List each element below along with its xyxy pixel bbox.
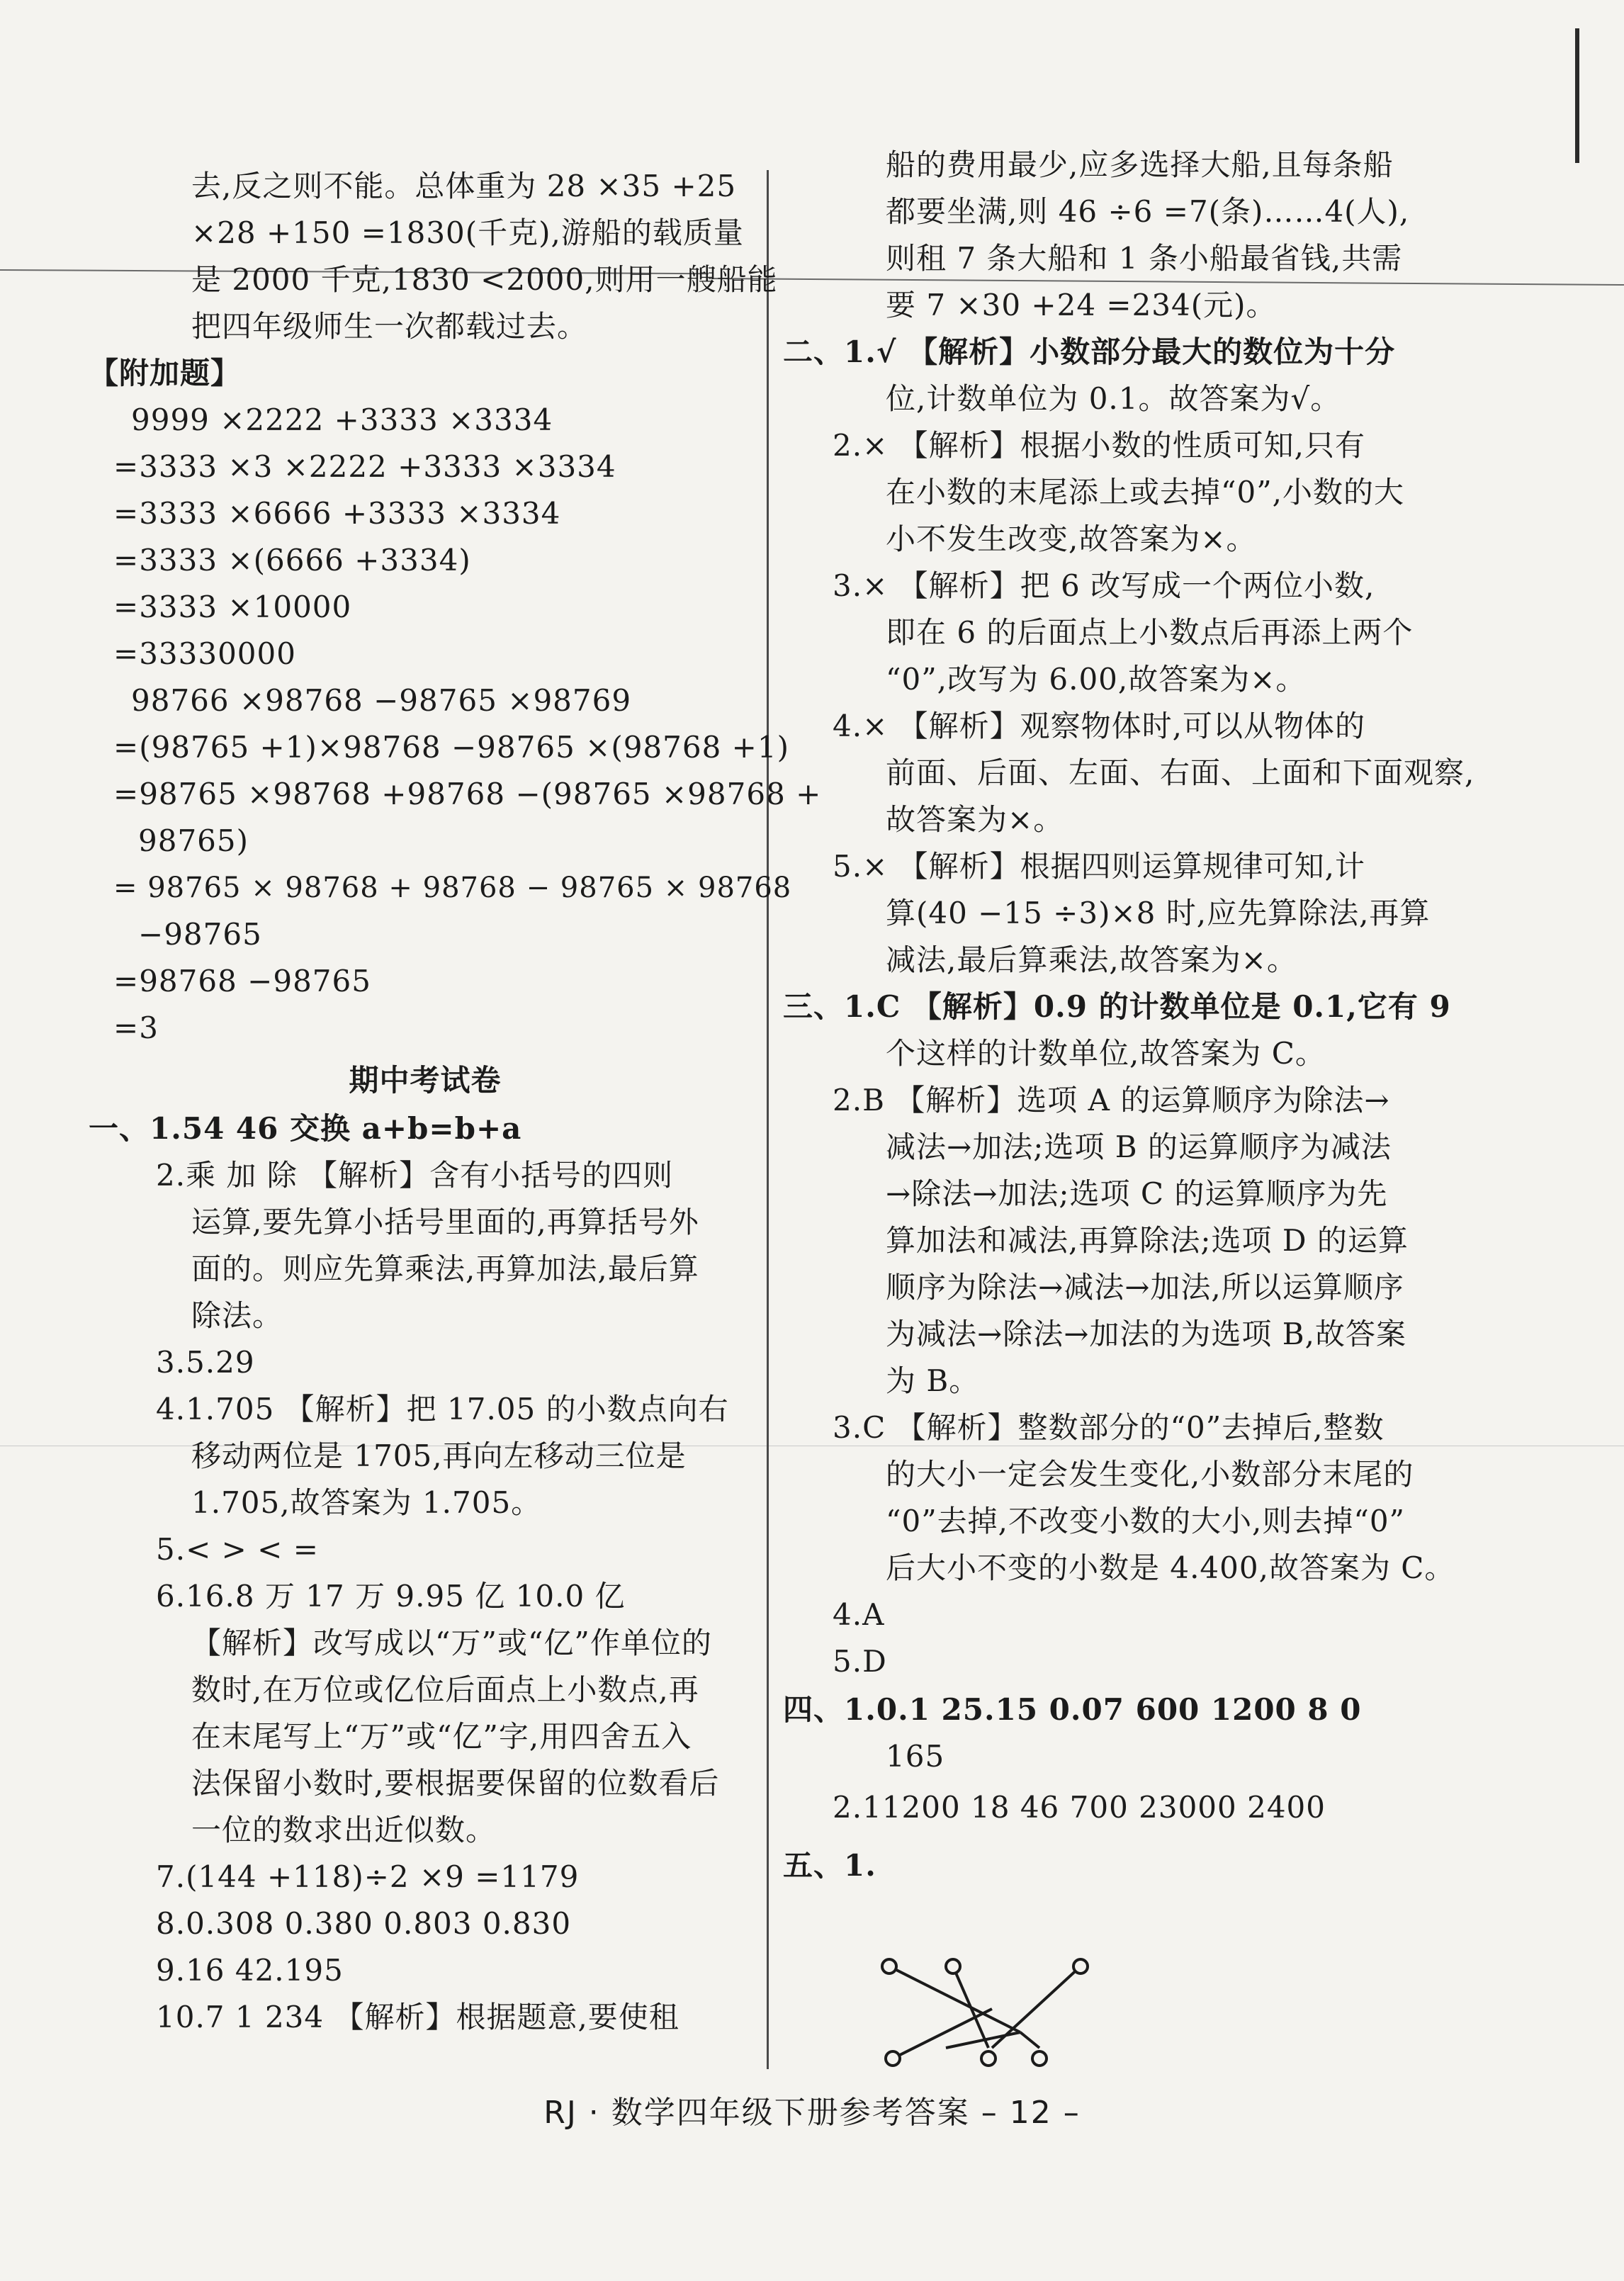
text-line: 要 7 ×30 +24 =234(元)。 [886, 288, 1277, 322]
equation-line: =3333 ×3 ×2222 +3333 ×3334 [113, 449, 616, 484]
section-heading-bonus: 【附加题】 [89, 356, 242, 390]
match-node [1032, 2051, 1047, 2066]
answer-line: 10.7 1 234 【解析】根据题意,要使租 [156, 2000, 680, 2034]
text-line: 算加法和减法,再算除法;选项 D 的运算 [886, 1223, 1409, 1258]
text-line: 算(40 −15 ÷3)×8 时,应先算除法,再算 [886, 896, 1431, 930]
answer-line: 9.16 42.195 [156, 1953, 344, 1988]
answer-line: 四、1.0.1 25.15 0.07 600 1200 8 0 [783, 1692, 1362, 1727]
text-line: 故答案为×。 [886, 802, 1064, 837]
equation-line: =98768 −98765 [113, 964, 371, 998]
match-node [946, 1959, 960, 1973]
text-line: 顺序为除法→减法→加法,所以运算顺序 [886, 1270, 1404, 1305]
section-title-midterm: 期中考试卷 [349, 1063, 502, 1098]
equation-line: =98765 ×98768 +98768 −(98765 ×98768 + [113, 777, 822, 811]
text-line: 则租 7 条大船和 1 条小船最省钱,共需 [886, 241, 1403, 276]
match-line [953, 1966, 988, 2048]
column-divider [767, 170, 769, 2069]
text-line: “0”去掉,不改变小数的大小,则去掉“0” [886, 1504, 1406, 1538]
match-line [889, 1966, 1020, 2032]
scan-edge-mark [1575, 28, 1579, 163]
answer-line: 4.A [833, 1597, 885, 1632]
answer-line: 2.B 【解析】选项 A 的运算顺序为除法→ [833, 1083, 1390, 1117]
equation-line: −98765 [138, 917, 262, 952]
text-line: →除法→加法;选项 C 的运算顺序为先 [886, 1176, 1388, 1211]
equation-line: = 98765 × 98768 + 98768 − 98765 × 98768 [113, 872, 792, 904]
text-line: 运算,要先算小括号里面的,再算括号外 [191, 1205, 699, 1239]
equation-line: =33330000 [113, 636, 296, 671]
answer-line: 8.0.308 0.380 0.803 0.830 [156, 1906, 572, 1941]
text-line: 位,计数单位为 0.1。故答案为√。 [886, 381, 1341, 416]
match-node [886, 2051, 900, 2066]
match-node [981, 2051, 996, 2066]
text-line: 一位的数求出近似数。 [191, 1813, 497, 1847]
answer-line: 5.D [833, 1644, 887, 1679]
answer-line: 3.× 【解析】把 6 改写成一个两位小数, [833, 568, 1375, 603]
text-line: 减法→加法;选项 B 的运算顺序为减法 [886, 1130, 1392, 1164]
text-line: 在小数的末尾添上或去掉“0”,小数的大 [886, 475, 1405, 509]
text-line: 的大小一定会发生变化,小数部分末尾的 [886, 1457, 1414, 1492]
answer-line: 5.× 【解析】根据四则运算规律可知,计 [833, 849, 1365, 884]
equation-line: =3333 ×10000 [113, 590, 352, 624]
answer-line: 5.< > < = [156, 1532, 319, 1567]
text-line: 减法,最后算乘法,故答案为×。 [886, 942, 1297, 977]
text-line: 把四年级师生一次都载过去。 [191, 309, 588, 344]
text-line: 1.705,故答案为 1.705。 [191, 1485, 542, 1520]
text-line: 前面、后面、左面、右面、上面和下面观察, [886, 755, 1475, 790]
text-line: 法保留小数时,要根据要保留的位数看后 [191, 1766, 720, 1801]
text-line: 面的。则应先算乘法,再算加法,最后算 [191, 1251, 699, 1286]
text-line: 是 2000 千克,1830 <2000,则用一艘船能 [191, 262, 778, 297]
text-line: 船的费用最少,应多选择大船,且每条船 [886, 147, 1394, 182]
page-footer: RJ · 数学四年级下册参考答案 – 12 – [543, 2095, 1081, 2131]
answer-line: 三、1.C 【解析】0.9 的计数单位是 0.1,它有 9 [783, 989, 1451, 1024]
text-line: 在末尾写上“万”或“亿”字,用四舍五入 [191, 1719, 692, 1754]
text-line: “0”,改写为 6.00,故答案为×。 [886, 662, 1307, 697]
answer-line: 五、1. [783, 1848, 876, 1883]
equation-line: 9999 ×2222 +3333 ×3334 [131, 402, 553, 437]
text-line: 移动两位是 1705,再向左移动三位是 [191, 1438, 687, 1473]
text-line: 个这样的计数单位,故答案为 C。 [886, 1036, 1326, 1071]
answer-line: 7.(144 +118)÷2 ×9 =1179 [156, 1859, 580, 1894]
answer-line: 4.× 【解析】观察物体时,可以从物体的 [833, 709, 1365, 743]
answer-line: 3.C 【解析】整数部分的“0”去掉后,整数 [833, 1410, 1385, 1445]
match-line [1020, 2032, 1039, 2048]
answer-line: 4.1.705 【解析】把 17.05 的小数点向右 [156, 1392, 729, 1426]
match-line [893, 2009, 992, 2058]
text-line: 去,反之则不能。总体重为 28 ×35 +25 [191, 169, 737, 203]
text-line: 【解析】改写成以“万”或“亿”作单位的 [191, 1626, 712, 1660]
answer-line: 2.× 【解析】根据小数的性质可知,只有 [833, 428, 1365, 463]
equation-line: =3333 ×6666 +3333 ×3334 [113, 496, 561, 531]
equation-line: =(98765 +1)×98768 −98765 ×(98768 +1) [113, 730, 789, 765]
text-line: 为减法→除法→加法的为选项 B,故答案 [886, 1317, 1406, 1351]
answer-line: 一、1.54 46 交换 a+b=b+a [89, 1111, 522, 1146]
answer-line: 2.11200 18 46 700 23000 2400 [833, 1790, 1326, 1825]
text-line: 除法。 [191, 1298, 283, 1333]
equation-line: 98765) [138, 823, 249, 858]
equation-line: 98766 ×98768 −98765 ×98769 [131, 683, 632, 718]
text-line: 数时,在万位或亿位后面点上小数点,再 [191, 1672, 699, 1707]
matching-lines-diagram [875, 1949, 1130, 2076]
text-line: ×28 +150 =1830(千克),游船的载质量 [191, 215, 744, 250]
answer-line: 二、1.√ 【解析】小数部分最大的数位为十分 [783, 334, 1396, 369]
text-line: 后大小不变的小数是 4.400,故答案为 C。 [886, 1550, 1455, 1585]
text-line: 都要坐满,则 46 ÷6 =7(条)……4(人), [886, 194, 1410, 229]
text-line: 为 B。 [886, 1363, 980, 1398]
equation-line: =3 [113, 1010, 159, 1045]
match-node [882, 1959, 896, 1973]
answer-line: 3.5.29 [156, 1345, 255, 1380]
text-line: 即在 6 的后面点上小数点后再添上两个 [886, 615, 1414, 650]
text-line: 165 [886, 1739, 945, 1774]
text-line: 小不发生改变,故答案为×。 [886, 522, 1257, 556]
match-node [1073, 1959, 1088, 1973]
equation-line: =3333 ×(6666 +3334) [113, 543, 471, 578]
answer-line: 2.乘 加 除 【解析】含有小括号的四则 [156, 1158, 674, 1193]
answer-line: 6.16.8 万 17 万 9.95 亿 10.0 亿 [156, 1579, 626, 1613]
